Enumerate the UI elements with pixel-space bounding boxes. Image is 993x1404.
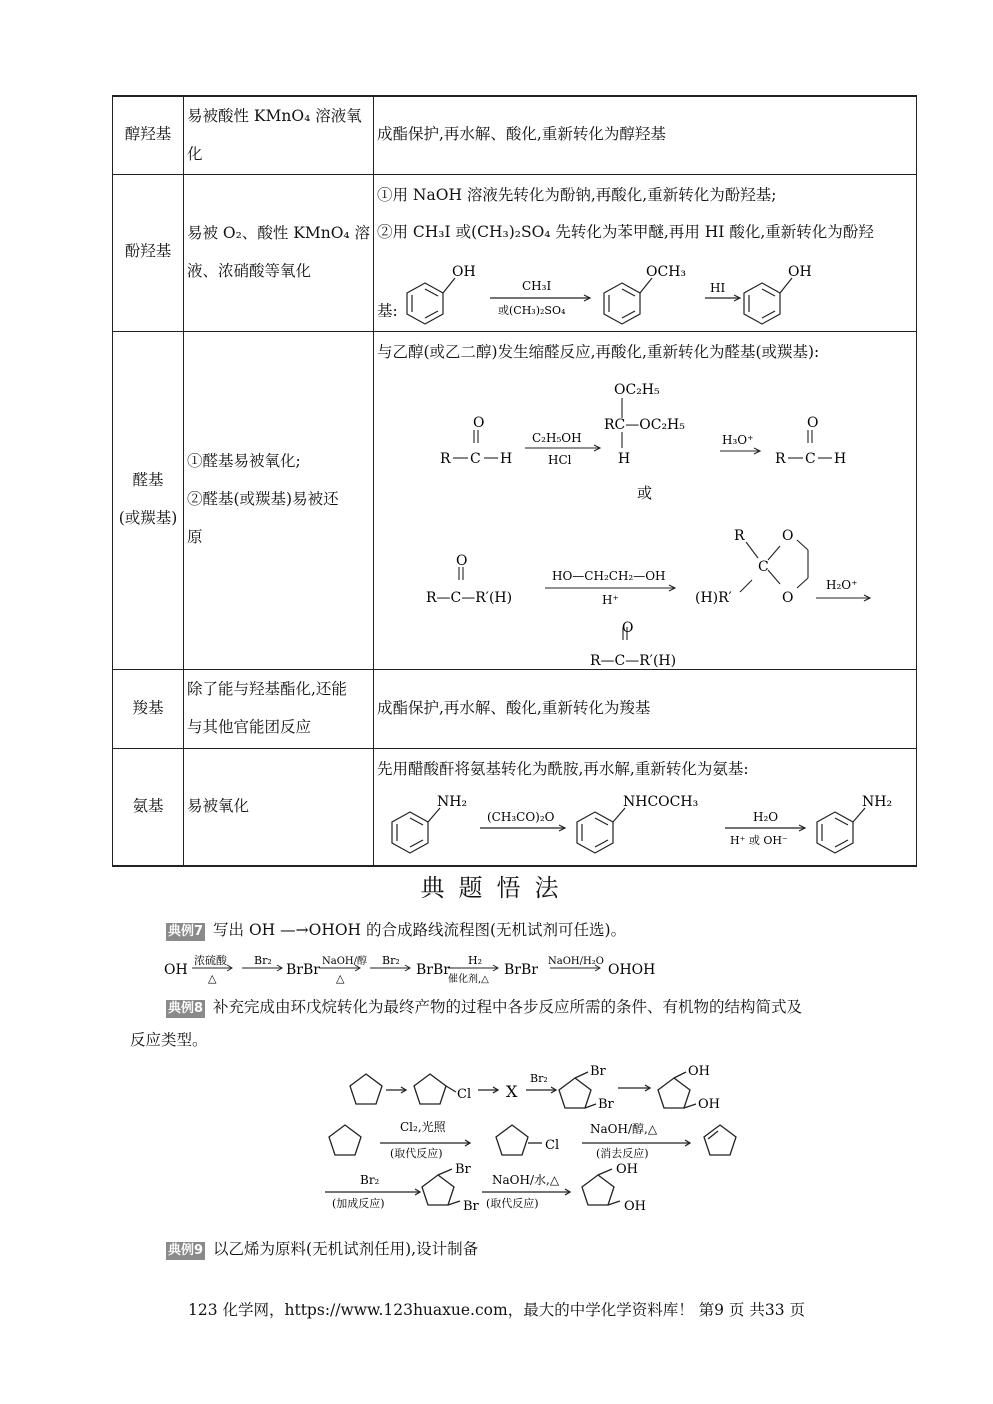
phenol-protection-scheme (400, 258, 920, 330)
example-7-route (164, 950, 664, 986)
property-phenol: 易被 O₂、酸性 KMnO₄ 溶液、浓硝酸等氧化 (187, 224, 371, 280)
route-step: Br₂ (382, 954, 400, 967)
route-step: H₂ (468, 954, 483, 967)
aldehyde-c: C (470, 451, 481, 467)
example-9-text: 以乙烯为原料(无机试剂任用),设计制备 (213, 1240, 479, 1258)
example-8-tag: 典例8 (168, 1001, 204, 1016)
scheme-label: HI (710, 281, 726, 295)
aldehyde-h: H (500, 451, 513, 467)
aldehyde-o: O (473, 415, 485, 431)
product-h: H (834, 451, 847, 467)
route-step: BrBr (416, 962, 450, 978)
scheme-label: OH (624, 1199, 646, 1214)
amine-label: NH₂ (437, 794, 468, 810)
property-aldehyde-2: ②醛基(或羰基)易被还 (187, 490, 339, 508)
method-aldehyde: 与乙醇(或乙二醇)发生缩醛反应,再酸化,重新转化为醛基(或羰基): (377, 343, 820, 361)
scheme-label: OH (616, 1162, 638, 1177)
route-step: △ (336, 972, 345, 985)
acetal-h: H (618, 451, 631, 467)
scheme-label: Br (598, 1097, 614, 1112)
scheme-label: Cl (457, 1087, 472, 1102)
route-step: Br₂ (254, 954, 272, 967)
scheme-label: OH (452, 264, 476, 280)
product2-o: O (622, 620, 634, 636)
amine-protection-scheme (385, 790, 915, 862)
or-label: 或 (637, 484, 653, 502)
reagent-hcl: HCl (548, 453, 572, 467)
example-9-tag: 典例9 (168, 1243, 204, 1258)
page-footer: 123 化学网，https://www.123huaxue.com，最大的中学化学资料库！ 第9 页 共33 页 (187, 1301, 805, 1319)
ketal-o1: O (782, 528, 794, 544)
property-aldehyde (187, 442, 371, 556)
method-phenol-2: ②用 CH₃I 或(CH₃)₂SO₄ 先转化为苯甲醚,再用 HI 酸化,重新转化为酚羟 (377, 223, 874, 241)
reagent-h2o: H₂O⁺ (826, 578, 858, 592)
reagent-h3o: H₃O⁺ (722, 433, 754, 447)
scheme-label: CH₃I (522, 279, 552, 293)
scheme-label: Br (463, 1199, 479, 1214)
scheme-label: Cl (545, 1138, 560, 1153)
scheme-label: X (506, 1082, 518, 1101)
aldehyde-r: R (440, 451, 451, 467)
route-step: 催化剂,△ (448, 974, 489, 985)
product-r: R (775, 451, 786, 467)
method-amino: 先用醋酸酐将氨基转化为酰胺,再水解,重新转化为氨基: (377, 760, 749, 778)
property-amino: 易被氧化 (187, 797, 250, 815)
product2: R—C—R′(H) (590, 653, 677, 669)
example-8 (166, 995, 802, 1018)
product-o: O (807, 415, 819, 431)
route-step: △ (208, 972, 217, 985)
group-aldehyde-1: 醛基 (132, 471, 164, 489)
acetal-scheme (380, 370, 910, 670)
method-phenol-1: ①用 NaOH 溶液先转化为酚钠,再酸化,重新转化为酚羟基; (377, 186, 777, 204)
scheme-label: OCH₃ (646, 264, 687, 280)
group-amino: 氨基 (132, 797, 164, 815)
scheme-label: (取代反应) (486, 1197, 539, 1210)
example-9 (166, 1237, 478, 1260)
example-7-tag: 典例7 (168, 924, 204, 939)
group-aldehyde-2: (或羰基) (118, 509, 178, 527)
scheme-label: OH (698, 1097, 720, 1112)
group-phenol: 酚羟基 (124, 242, 172, 260)
scheme-label: Br (455, 1162, 471, 1177)
amine-product-label: NH₂ (862, 794, 893, 810)
reagent-h: H⁺ (602, 593, 619, 607)
scheme-label: Br (590, 1064, 606, 1079)
property-aldehyde-3: 原 (187, 528, 203, 546)
method-carboxyl: 成酯保护,再水解、酸化,重新转化为羧基 (377, 699, 651, 717)
method-phenol-3: 基: (377, 302, 398, 320)
ketone: R—C—R′(H) (426, 590, 513, 606)
scheme-label: NaOH/水,△ (492, 1173, 560, 1187)
property-aldehyde-1: ①醛基易被氧化; (187, 452, 301, 470)
property-carboxyl (187, 670, 371, 746)
reagent-ethanol: C₂H₅OH (532, 431, 582, 445)
acetal-mid: RC—OC₂H₅ (604, 417, 685, 433)
hydrolysis-reagent-bottom: H⁺ 或 OH⁻ (730, 834, 788, 847)
group-carboxyl: 羧基 (132, 699, 164, 717)
scheme-label: OH (688, 1064, 710, 1079)
scheme-label: (消去反应) (596, 1147, 649, 1160)
route-step: 浓硫酸 (194, 954, 227, 967)
ketone-o: O (456, 553, 468, 569)
example-7-text: 写出 OH —→OHOH 的合成路线流程图(无机试剂可任选)。 (213, 921, 627, 939)
example-8-scheme-answer (320, 1115, 760, 1225)
route-step: BrBr (286, 962, 320, 978)
property-carboxyl-2: 与其他官能团反应 (187, 718, 312, 736)
hydrolysis-reagent-top: H₂O (753, 810, 779, 824)
ketal-o2: O (782, 590, 794, 606)
ketal-left: (H)R′ (695, 590, 732, 606)
property-alcohol: 易被酸性 KMnO₄ 溶液氧化 (187, 107, 362, 163)
scheme-label: 或(CH₃)₂SO₄ (498, 304, 566, 317)
route-step: BrBr (504, 962, 538, 978)
route-step: OH (164, 962, 188, 978)
ketal-r: R (734, 528, 745, 544)
group-aldehyde (113, 461, 183, 537)
example-7 (166, 918, 626, 941)
route-step: NaOH/H₂O (548, 956, 604, 967)
scheme-label: Cl₂,光照 (400, 1120, 446, 1134)
scheme-label: (加成反应) (332, 1197, 385, 1210)
property-carboxyl-1: 除了能与羟基酯化,还能 (187, 680, 347, 698)
amine-reagent: (CH₃CO)₂O (487, 810, 555, 824)
section-title: 典题悟法 (420, 874, 573, 902)
ketal-c: C (758, 559, 769, 575)
example-8-scheme-question (330, 1060, 760, 1120)
acetal-top: OC₂H₅ (614, 382, 660, 398)
method-alcohol: 成酯保护,再水解、酸化,重新转化为醇羟基 (377, 125, 666, 143)
scheme-label: NaOH/醇,△ (590, 1122, 658, 1136)
scheme-label: OH (788, 264, 812, 280)
example-8-text-2: 反应类型。 (130, 1031, 208, 1049)
example-8-text-1: 补充完成由环戊烷转化为最终产物的过程中各步反应所需的条件、有机物的结构简式及 (213, 998, 803, 1016)
amide-label: NHCOCH₃ (623, 794, 699, 810)
scheme-label: (取代反应) (390, 1147, 443, 1160)
group-alcohol: 醇羟基 (124, 125, 172, 143)
scheme-label: Br₂ (530, 1072, 548, 1085)
product-c: C (805, 451, 816, 467)
route-step: OHOH (608, 962, 656, 978)
scheme-label: Br₂ (360, 1173, 380, 1187)
reagent-glycol: HO—CH₂CH₂—OH (552, 569, 666, 583)
route-step: NaOH/醇 (322, 956, 367, 967)
